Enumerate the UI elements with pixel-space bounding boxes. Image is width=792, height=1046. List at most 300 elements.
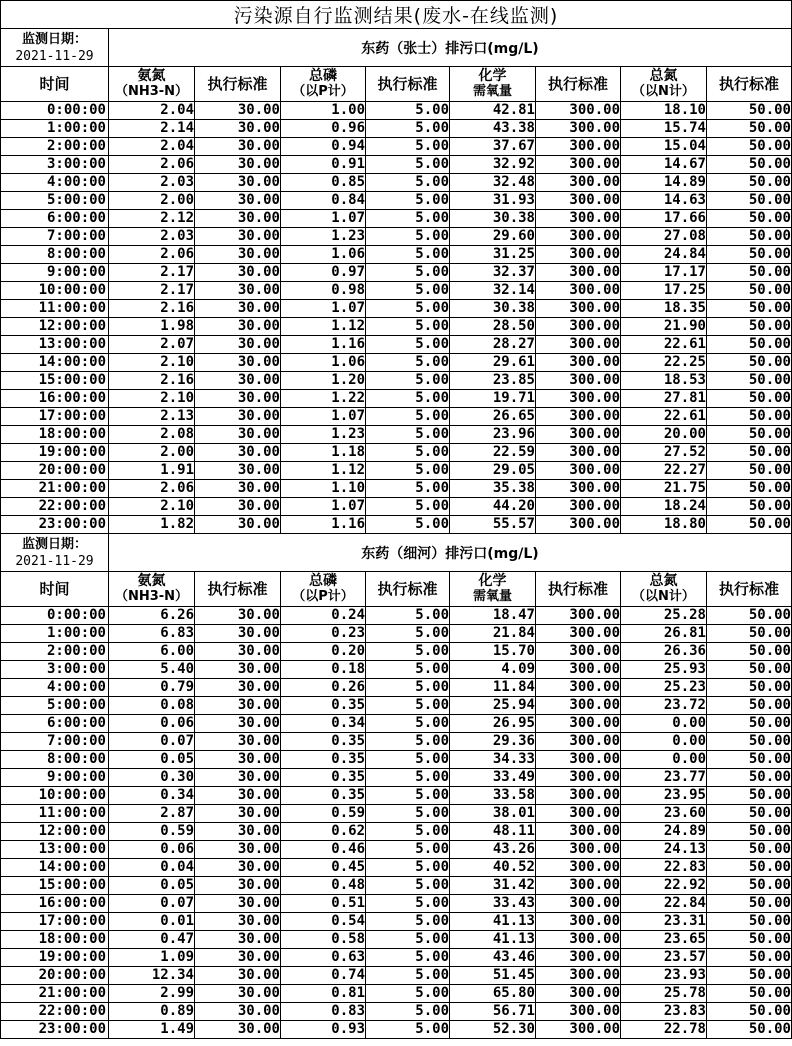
table-row <box>1 318 792 336</box>
time-cell: 10:00:00 <box>1 787 109 805</box>
value-cell: 30.00 <box>195 120 281 138</box>
value-cell: 32.48 <box>450 174 536 192</box>
value-cell: 28.27 <box>450 336 536 354</box>
time-cell: 19:00:00 <box>1 444 109 462</box>
time-cell: 12:00:00 <box>1 318 109 336</box>
value-cell: 5.00 <box>366 823 450 841</box>
value-cell: 5.00 <box>366 877 450 895</box>
column-header-row <box>1 572 792 607</box>
value-cell: 43.46 <box>450 949 536 967</box>
value-cell: 30.00 <box>195 372 281 390</box>
table-row <box>1 607 792 625</box>
value-cell: 25.78 <box>621 985 707 1003</box>
value-cell: 50.00 <box>707 1021 792 1039</box>
value-cell: 15.04 <box>621 138 707 156</box>
value-cell: 5.00 <box>366 102 450 120</box>
value-cell: 30.00 <box>195 823 281 841</box>
value-cell: 65.80 <box>450 985 536 1003</box>
value-cell: 31.93 <box>450 192 536 210</box>
table-row <box>1 769 792 787</box>
table-row <box>1 372 792 390</box>
value-cell: 0.35 <box>281 787 366 805</box>
table-row <box>1 805 792 823</box>
date-label: 监测日期： <box>21 536 87 552</box>
value-cell: 21.75 <box>621 480 707 498</box>
value-cell: 30.00 <box>195 336 281 354</box>
value-cell: 22.25 <box>621 354 707 372</box>
value-cell: 5.00 <box>366 156 450 174</box>
value-cell: 30.00 <box>195 625 281 643</box>
value-cell: 0.58 <box>281 931 366 949</box>
value-cell: 0.06 <box>109 841 195 859</box>
value-cell: 23.83 <box>621 1003 707 1021</box>
value-cell: 0.04 <box>109 859 195 877</box>
header-cod-subtext: 需氧量 <box>472 589 512 604</box>
value-cell: 22.61 <box>621 336 707 354</box>
value-cell: 22.78 <box>621 1021 707 1039</box>
value-cell: 0.34 <box>109 787 195 805</box>
table-row <box>1 643 792 661</box>
time-cell: 15:00:00 <box>1 877 109 895</box>
header-ammonia-subtext: （NH3-N） <box>114 84 189 99</box>
table-row <box>1 679 792 697</box>
value-cell: 300.00 <box>536 372 621 390</box>
value-cell: 30.00 <box>195 282 281 300</box>
value-cell: 50.00 <box>707 859 792 877</box>
time-cell: 11:00:00 <box>1 300 109 318</box>
value-cell: 51.45 <box>450 967 536 985</box>
header-total-phosphorus-text: 总磷 <box>309 573 337 589</box>
time-cell: 5:00:00 <box>1 697 109 715</box>
value-cell: 50.00 <box>707 985 792 1003</box>
header-cod-standard <box>536 572 621 607</box>
value-cell: 30.00 <box>195 444 281 462</box>
header-ammonia-text: 氨氮 <box>137 68 166 84</box>
value-cell: 2.99 <box>109 985 195 1003</box>
value-cell: 50.00 <box>707 426 792 444</box>
value-cell: 52.30 <box>450 1021 536 1039</box>
value-cell: 5.00 <box>366 174 450 192</box>
value-cell: 30.00 <box>195 354 281 372</box>
value-cell: 5.00 <box>366 372 450 390</box>
value-cell: 30.00 <box>195 751 281 769</box>
value-cell: 2.04 <box>109 102 195 120</box>
time-cell: 18:00:00 <box>1 931 109 949</box>
value-cell: 0.63 <box>281 949 366 967</box>
value-cell: 50.00 <box>707 895 792 913</box>
value-cell: 38.01 <box>450 805 536 823</box>
value-cell: 0.81 <box>281 985 366 1003</box>
table-row <box>1 300 792 318</box>
value-cell: 30.00 <box>195 246 281 264</box>
value-cell: 5.00 <box>366 769 450 787</box>
value-cell: 300.00 <box>536 733 621 751</box>
value-cell: 31.42 <box>450 877 536 895</box>
value-cell: 5.00 <box>366 841 450 859</box>
value-cell: 1.18 <box>281 444 366 462</box>
value-cell: 0.26 <box>281 679 366 697</box>
value-cell: 300.00 <box>536 192 621 210</box>
value-cell: 50.00 <box>707 625 792 643</box>
value-cell: 30.00 <box>195 390 281 408</box>
time-cell: 19:00:00 <box>1 949 109 967</box>
value-cell: 30.00 <box>195 156 281 174</box>
value-cell: 0.85 <box>281 174 366 192</box>
table-row <box>1 895 792 913</box>
value-cell: 5.00 <box>366 967 450 985</box>
value-cell: 5.00 <box>366 192 450 210</box>
table-row <box>1 408 792 426</box>
value-cell: 26.36 <box>621 643 707 661</box>
value-cell: 18.47 <box>450 607 536 625</box>
value-cell: 30.00 <box>195 498 281 516</box>
value-cell: 5.00 <box>366 264 450 282</box>
value-cell: 50.00 <box>707 246 792 264</box>
time-cell: 7:00:00 <box>1 733 109 751</box>
value-cell: 17.25 <box>621 282 707 300</box>
header-ammonia <box>109 572 195 607</box>
value-cell: 300.00 <box>536 877 621 895</box>
time-cell: 16:00:00 <box>1 895 109 913</box>
value-cell: 1.06 <box>281 354 366 372</box>
header-total-phosphorus-subtext: （以P计） <box>292 84 354 99</box>
value-cell: 2.16 <box>109 300 195 318</box>
value-cell: 14.63 <box>621 192 707 210</box>
value-cell: 1.07 <box>281 210 366 228</box>
value-cell: 5.00 <box>366 985 450 1003</box>
value-cell: 50.00 <box>707 318 792 336</box>
value-cell: 0.94 <box>281 138 366 156</box>
value-cell: 5.00 <box>366 282 450 300</box>
value-cell: 300.00 <box>536 787 621 805</box>
value-cell: 300.00 <box>536 318 621 336</box>
time-cell: 2:00:00 <box>1 643 109 661</box>
table-row <box>1 156 792 174</box>
value-cell: 50.00 <box>707 823 792 841</box>
table-row <box>1 787 792 805</box>
value-cell: 1.98 <box>109 318 195 336</box>
value-cell: 0.48 <box>281 877 366 895</box>
value-cell: 5.00 <box>366 931 450 949</box>
value-cell: 1.22 <box>281 390 366 408</box>
value-cell: 5.00 <box>366 895 450 913</box>
value-cell: 11.84 <box>450 679 536 697</box>
time-cell: 15:00:00 <box>1 372 109 390</box>
table-row <box>1 210 792 228</box>
value-cell: 50.00 <box>707 751 792 769</box>
value-cell: 300.00 <box>536 282 621 300</box>
value-cell: 1.16 <box>281 336 366 354</box>
header-cod-text: 化学 <box>478 573 507 589</box>
value-cell: 30.00 <box>195 697 281 715</box>
value-cell: 27.52 <box>621 444 707 462</box>
table-row <box>1 841 792 859</box>
value-cell: 2.87 <box>109 805 195 823</box>
value-cell: 0.91 <box>281 156 366 174</box>
time-cell: 6:00:00 <box>1 715 109 733</box>
value-cell: 5.00 <box>366 949 450 967</box>
value-cell: 1.20 <box>281 372 366 390</box>
value-cell: 2.16 <box>109 372 195 390</box>
table-row <box>1 246 792 264</box>
value-cell: 30.00 <box>195 859 281 877</box>
value-cell: 48.11 <box>450 823 536 841</box>
value-cell: 22.59 <box>450 444 536 462</box>
value-cell: 42.81 <box>450 102 536 120</box>
value-cell: 26.65 <box>450 408 536 426</box>
header-cod-standard-text: 执行标准 <box>547 579 608 598</box>
header-total-phosphorus <box>281 67 366 102</box>
value-cell: 5.00 <box>366 318 450 336</box>
value-cell: 300.00 <box>536 913 621 931</box>
header-total-nitrogen-subtext: （以N计） <box>632 589 695 604</box>
value-cell: 31.25 <box>450 246 536 264</box>
value-cell: 300.00 <box>536 859 621 877</box>
value-cell: 50.00 <box>707 300 792 318</box>
value-cell: 300.00 <box>536 102 621 120</box>
value-cell: 6.83 <box>109 625 195 643</box>
value-cell: 15.74 <box>621 120 707 138</box>
value-cell: 22.83 <box>621 859 707 877</box>
value-cell: 24.13 <box>621 841 707 859</box>
time-cell: 16:00:00 <box>1 390 109 408</box>
column-header-row <box>1 67 792 102</box>
header-total-nitrogen <box>621 572 707 607</box>
value-cell: 300.00 <box>536 751 621 769</box>
value-cell: 21.84 <box>450 625 536 643</box>
value-cell: 300.00 <box>536 805 621 823</box>
value-cell: 5.00 <box>366 1003 450 1021</box>
time-cell: 5:00:00 <box>1 192 109 210</box>
time-cell: 1:00:00 <box>1 120 109 138</box>
time-cell: 14:00:00 <box>1 859 109 877</box>
value-cell: 1.82 <box>109 516 195 534</box>
value-cell: 5.00 <box>366 228 450 246</box>
value-cell: 5.00 <box>366 661 450 679</box>
time-cell: 11:00:00 <box>1 805 109 823</box>
value-cell: 50.00 <box>707 787 792 805</box>
value-cell: 30.00 <box>195 841 281 859</box>
table-row <box>1 967 792 985</box>
table-row <box>1 877 792 895</box>
value-cell: 1.16 <box>281 516 366 534</box>
table-row <box>1 859 792 877</box>
value-cell: 30.00 <box>195 679 281 697</box>
value-cell: 2.00 <box>109 444 195 462</box>
value-cell: 300.00 <box>536 120 621 138</box>
value-cell: 30.00 <box>195 985 281 1003</box>
value-cell: 50.00 <box>707 336 792 354</box>
header-nitrogen-standard-text: 执行标准 <box>718 74 779 93</box>
value-cell: 5.00 <box>366 426 450 444</box>
value-cell: 300.00 <box>536 607 621 625</box>
value-cell: 30.00 <box>195 931 281 949</box>
value-cell: 5.00 <box>366 210 450 228</box>
value-cell: 0.23 <box>281 625 366 643</box>
value-cell: 50.00 <box>707 120 792 138</box>
value-cell: 0.54 <box>281 913 366 931</box>
value-cell: 300.00 <box>536 931 621 949</box>
value-cell: 18.80 <box>621 516 707 534</box>
table-row <box>1 264 792 282</box>
value-cell: 50.00 <box>707 697 792 715</box>
header-ammonia-standard <box>195 572 281 607</box>
value-cell: 300.00 <box>536 462 621 480</box>
value-cell: 30.00 <box>195 1021 281 1039</box>
header-nitrogen-standard <box>707 67 792 102</box>
value-cell: 24.89 <box>621 823 707 841</box>
value-cell: 1.49 <box>109 1021 195 1039</box>
value-cell: 6.26 <box>109 607 195 625</box>
value-cell: 24.84 <box>621 246 707 264</box>
value-cell: 1.00 <box>281 102 366 120</box>
time-cell: 18:00:00 <box>1 426 109 444</box>
value-cell: 300.00 <box>536 1003 621 1021</box>
header-time-text: 时间 <box>39 74 70 93</box>
value-cell: 18.24 <box>621 498 707 516</box>
table-row <box>1 985 792 1003</box>
header-ammonia-text: 氨氮 <box>137 573 166 589</box>
monitoring-date <box>1 534 109 572</box>
value-cell: 300.00 <box>536 444 621 462</box>
time-cell: 1:00:00 <box>1 625 109 643</box>
value-cell: 50.00 <box>707 354 792 372</box>
value-cell: 30.00 <box>195 913 281 931</box>
header-total-phosphorus <box>281 572 366 607</box>
value-cell: 50.00 <box>707 444 792 462</box>
value-cell: 30.00 <box>195 715 281 733</box>
value-cell: 37.67 <box>450 138 536 156</box>
value-cell: 14.67 <box>621 156 707 174</box>
value-cell: 300.00 <box>536 300 621 318</box>
time-cell: 21:00:00 <box>1 480 109 498</box>
value-cell: 50.00 <box>707 949 792 967</box>
header-total-nitrogen <box>621 67 707 102</box>
time-cell: 14:00:00 <box>1 354 109 372</box>
time-cell: 0:00:00 <box>1 607 109 625</box>
value-cell: 0.35 <box>281 769 366 787</box>
time-cell: 12:00:00 <box>1 823 109 841</box>
value-cell: 29.36 <box>450 733 536 751</box>
value-cell: 5.00 <box>366 390 450 408</box>
value-cell: 1.07 <box>281 498 366 516</box>
value-cell: 25.28 <box>621 607 707 625</box>
value-cell: 5.00 <box>366 859 450 877</box>
value-cell: 32.92 <box>450 156 536 174</box>
value-cell: 0.45 <box>281 859 366 877</box>
time-cell: 8:00:00 <box>1 246 109 264</box>
value-cell: 300.00 <box>536 516 621 534</box>
value-cell: 25.23 <box>621 679 707 697</box>
table-row <box>1 1021 792 1039</box>
header-time-text: 时间 <box>39 579 70 598</box>
value-cell: 30.00 <box>195 787 281 805</box>
value-cell: 55.57 <box>450 516 536 534</box>
value-cell: 50.00 <box>707 679 792 697</box>
value-cell: 300.00 <box>536 679 621 697</box>
header-phosphorus-standard-text: 执行标准 <box>377 579 438 598</box>
value-cell: 5.00 <box>366 643 450 661</box>
value-cell: 0.34 <box>281 715 366 733</box>
value-cell: 1.23 <box>281 426 366 444</box>
value-cell: 30.00 <box>195 516 281 534</box>
value-cell: 0.07 <box>109 733 195 751</box>
value-cell: 12.34 <box>109 967 195 985</box>
value-cell: 0.24 <box>281 607 366 625</box>
time-cell: 23:00:00 <box>1 516 109 534</box>
value-cell: 300.00 <box>536 697 621 715</box>
value-cell: 34.33 <box>450 751 536 769</box>
value-cell: 50.00 <box>707 462 792 480</box>
value-cell: 30.00 <box>195 949 281 967</box>
value-cell: 300.00 <box>536 498 621 516</box>
value-cell: 35.38 <box>450 480 536 498</box>
value-cell: 5.00 <box>366 715 450 733</box>
time-cell: 22:00:00 <box>1 498 109 516</box>
value-cell: 30.00 <box>195 462 281 480</box>
table-row <box>1 751 792 769</box>
time-cell: 4:00:00 <box>1 679 109 697</box>
value-cell: 300.00 <box>536 390 621 408</box>
time-cell: 20:00:00 <box>1 462 109 480</box>
time-cell: 22:00:00 <box>1 1003 109 1021</box>
value-cell: 0.07 <box>109 895 195 913</box>
value-cell: 2.06 <box>109 246 195 264</box>
header-phosphorus-standard <box>366 572 450 607</box>
table-row <box>1 444 792 462</box>
time-cell: 13:00:00 <box>1 841 109 859</box>
value-cell: 50.00 <box>707 841 792 859</box>
value-cell: 300.00 <box>536 210 621 228</box>
table-row <box>1 661 792 679</box>
table-row <box>1 192 792 210</box>
value-cell: 300.00 <box>536 408 621 426</box>
value-cell: 41.13 <box>450 913 536 931</box>
value-cell: 1.23 <box>281 228 366 246</box>
value-cell: 5.00 <box>366 246 450 264</box>
value-cell: 50.00 <box>707 192 792 210</box>
value-cell: 0.00 <box>621 715 707 733</box>
value-cell: 300.00 <box>536 625 621 643</box>
time-cell: 17:00:00 <box>1 408 109 426</box>
value-cell: 14.89 <box>621 174 707 192</box>
value-cell: 0.08 <box>109 697 195 715</box>
value-cell: 23.72 <box>621 697 707 715</box>
value-cell: 5.00 <box>366 516 450 534</box>
value-cell: 50.00 <box>707 210 792 228</box>
value-cell: 0.35 <box>281 697 366 715</box>
value-cell: 23.95 <box>621 787 707 805</box>
value-cell: 0.47 <box>109 931 195 949</box>
table-row <box>1 697 792 715</box>
date-value: 2021-11-29 <box>15 48 94 64</box>
header-ammonia-standard-text: 执行标准 <box>207 74 268 93</box>
table-row <box>1 462 792 480</box>
table-row <box>1 949 792 967</box>
table-row <box>1 625 792 643</box>
value-cell: 1.12 <box>281 318 366 336</box>
time-cell: 0:00:00 <box>1 102 109 120</box>
value-cell: 0.35 <box>281 751 366 769</box>
value-cell: 5.00 <box>366 679 450 697</box>
value-cell: 5.00 <box>366 138 450 156</box>
value-cell: 2.06 <box>109 480 195 498</box>
value-cell: 0.89 <box>109 1003 195 1021</box>
time-cell: 8:00:00 <box>1 751 109 769</box>
value-cell: 300.00 <box>536 156 621 174</box>
value-cell: 300.00 <box>536 480 621 498</box>
header-ammonia-standard <box>195 67 281 102</box>
